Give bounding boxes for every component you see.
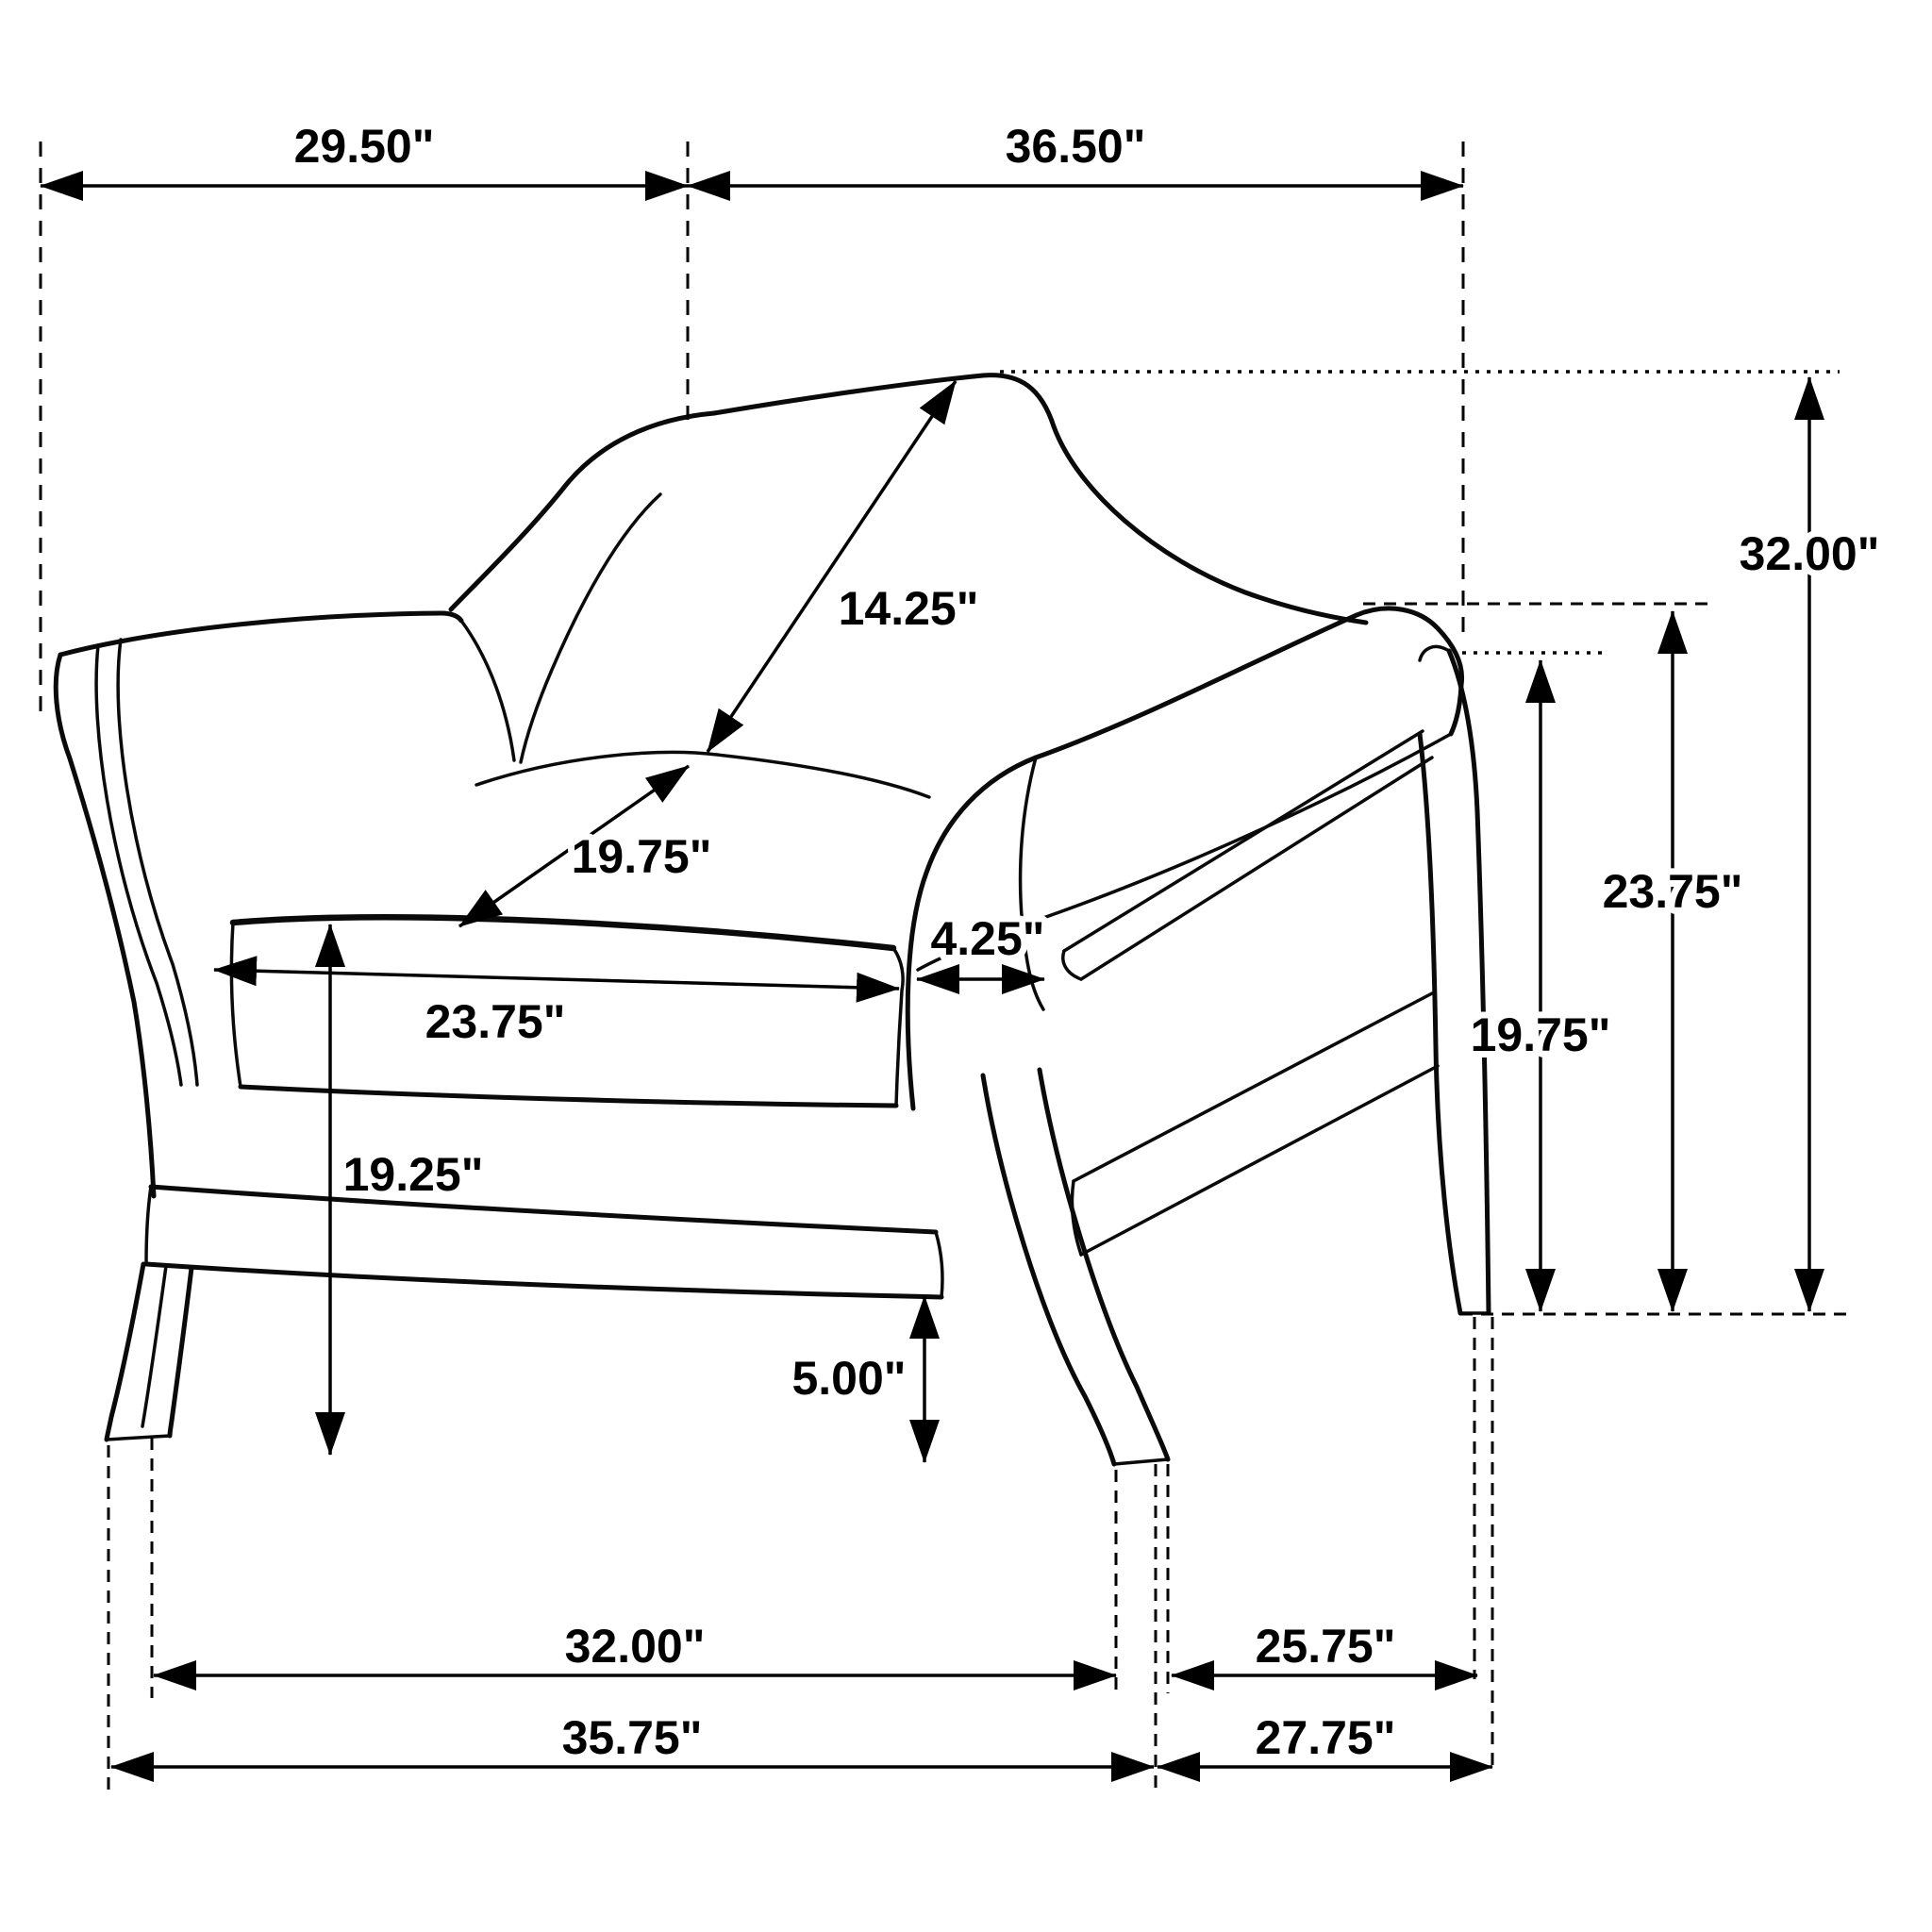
backrest-right-edge bbox=[1054, 426, 1366, 623]
seat-cushion-bottom-seam bbox=[241, 1087, 896, 1106]
left-arm-outer-edge bbox=[56, 655, 154, 1196]
right-arm-top-edge bbox=[1036, 615, 1357, 758]
dim-line-seat-width bbox=[214, 970, 899, 989]
label-arm-thickness: 4.25" bbox=[930, 912, 1045, 965]
label-seat-height: 19.25" bbox=[342, 1148, 484, 1201]
stretcher-rail-upper bbox=[1074, 992, 1434, 1181]
label-leg-clearance: 5.00" bbox=[791, 1352, 907, 1405]
label-base-depth: 25.75" bbox=[1255, 1620, 1396, 1673]
label-seat-width: 23.75" bbox=[425, 995, 566, 1048]
seat-cushion-right-edge bbox=[893, 948, 903, 1106]
backrest-seam bbox=[521, 494, 660, 762]
front-left-leg-outer bbox=[107, 1264, 143, 1440]
front-right-leg-bottom bbox=[1114, 1459, 1168, 1464]
wood-arm-rail-upper bbox=[1064, 731, 1423, 951]
dimension-lines bbox=[41, 186, 1809, 1767]
label-back-diagonal: 14.25" bbox=[838, 582, 979, 635]
backrest-top-edge bbox=[714, 375, 1054, 426]
reference-lines bbox=[41, 142, 1854, 1795]
front-right-leg-inner bbox=[1040, 1070, 1168, 1459]
seat-back-crevice bbox=[476, 753, 929, 797]
back-right-leg-outer bbox=[1449, 651, 1489, 1313]
dim-line-back-diagonal bbox=[708, 381, 956, 752]
label-top-width: 36.50" bbox=[1005, 120, 1146, 173]
front-left-leg-seam bbox=[142, 1266, 166, 1426]
seat-front-edge bbox=[233, 917, 893, 948]
label-top-depth: 29.50" bbox=[293, 120, 435, 173]
label-seat-diagonal: 19.75" bbox=[571, 830, 712, 883]
wood-arm-rail-lower bbox=[1081, 758, 1432, 979]
label-overall-depth: 27.75" bbox=[1255, 1711, 1396, 1764]
wood-arm-rail-front-cap bbox=[1063, 951, 1081, 979]
front-right-leg-outer bbox=[983, 1075, 1114, 1464]
left-arm-back-edge bbox=[461, 621, 514, 760]
left-arm-roll-seam bbox=[118, 640, 197, 1085]
stretcher-rail-lower bbox=[1081, 1066, 1438, 1255]
seat-cushion-left-edge bbox=[231, 923, 241, 1087]
label-frame-height: 19.75" bbox=[1470, 1008, 1611, 1061]
right-arm-roll-seam bbox=[1021, 758, 1043, 1009]
base-rail-left-cap bbox=[146, 1187, 151, 1264]
label-base-width: 32.00" bbox=[564, 1620, 706, 1673]
back-right-leg-inner bbox=[1420, 734, 1460, 1313]
back-right-leg-top-cap bbox=[1420, 646, 1449, 660]
front-left-leg-inner bbox=[170, 1268, 192, 1436]
label-overall-height: 32.00" bbox=[1739, 527, 1880, 580]
front-left-leg-bottom bbox=[107, 1436, 170, 1440]
dimension-labels bbox=[294, 120, 1880, 1764]
base-rail-top-edge bbox=[151, 1187, 936, 1232]
label-overall-width: 35.75" bbox=[561, 1711, 703, 1764]
right-arm-back-cap bbox=[1357, 608, 1462, 734]
base-rail-right-cap bbox=[936, 1232, 942, 1297]
label-arm-height: 23.75" bbox=[1602, 865, 1743, 918]
backrest-left-edge bbox=[451, 413, 714, 609]
base-rail-bottom-edge bbox=[146, 1264, 941, 1297]
chair-illustration bbox=[56, 375, 1489, 1464]
